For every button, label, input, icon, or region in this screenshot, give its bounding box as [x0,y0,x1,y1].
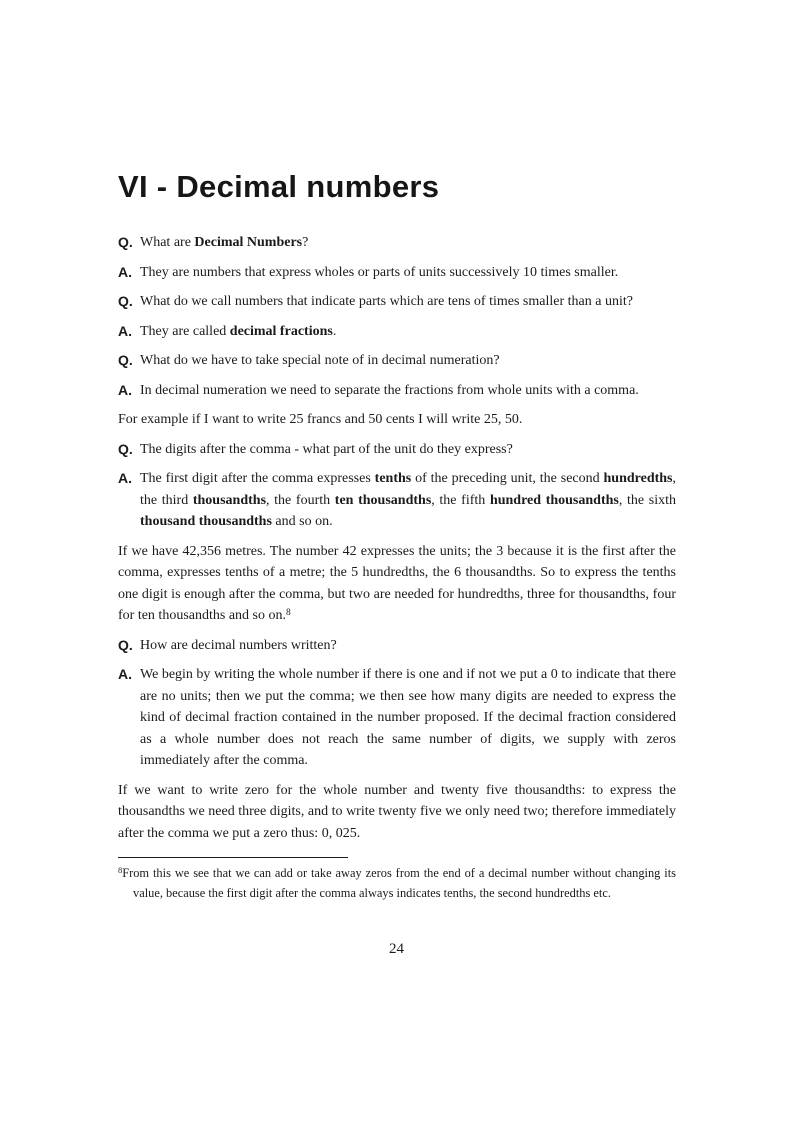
answer-marker: A. [118,263,132,280]
paragraph-text: If we want to write zero for the whole number and twenty five thousandths: to express the thousandths we need three digits, and to write twenty five we only need two; therefore immediately after the comma we put a zero thus: 0, 025. [118,782,676,841]
qa-question [118,439,676,461]
answer-marker: A. [118,381,132,398]
answer-marker: A. [118,322,132,339]
question-text: What do we call numbers that indicate parts which are tens of times smaller than a unit? [140,294,633,310]
question-text: The digits after the comma - what part of the unit do they express? [140,441,513,457]
question-marker: Q. [118,352,133,369]
question-marker: Q. [118,234,133,251]
paragraph [118,541,676,627]
qa-answer [118,321,676,343]
answer-marker: A. [118,666,132,683]
answer-text: They are numbers that express wholes or parts of units successively 10 times smaller. [140,264,619,280]
qa-answer [118,664,676,772]
qa-question [118,291,676,313]
question-text: What do we have to take special note of in decimal numeration? [140,353,500,369]
footnote-marker: 8 [118,865,123,876]
answer-text: They are called decimal fractions. [140,323,337,339]
qa-answer [118,380,676,402]
paragraph-text: If we have 42,356 metres. The number 42 expresses the units; the 3 because it is the first after the comma, expresses tenths of a metre; the 5 hundredths, the 6 thousandths. So to express the tenths one digit is enough after the comma, but two are needed for hundredths, three for thousandths, four for ten thousandths and so on.$^8$ [118,543,676,624]
page-number: 24 [389,941,404,957]
footnote-rule [118,857,348,858]
chapter-title: VI - Decimal numbers [118,169,440,204]
answer-marker: A. [118,470,132,487]
question-text: What are Decimal Numbers? [140,235,309,251]
footnote [118,857,676,903]
answer-text: In decimal numeration we need to separate the fractions from whole units with a comma. [140,382,639,398]
qa-question [118,350,676,372]
footnote-body: From this we see that we can add or take away zeros from the end of a decimal number without changing its value, because the first digit after the comma always indicates tenths, the second hundredths etc. [122,866,676,900]
paragraph [118,409,676,431]
qa-answer [118,262,676,284]
paragraph-text: For example if I want to write 25 francs and 50 cents I will write 25, 50. [118,412,523,428]
qa-question [118,635,676,657]
question-marker: Q. [118,293,133,310]
question-marker: Q. [118,440,133,457]
paragraph [118,780,676,845]
footnote-text [118,864,676,903]
answer-text: The first digit after the comma expresses tenths of the preceding unit, the second hundredths, the third thousandths, the fourth ten thousandths, the fifth hundred thousandths, the sixth thousand thousandths and so on. [140,471,677,530]
answer-text: We begin by writing the whole number if there is one and if not we put a 0 to indicate that there are no units; then we put the comma; we then see how many digits are needed to express the kind of decimal fraction contained in the number proposed. If the decimal fraction considered as a whole number does not reach the same number of digits, we supply with zeros immediately after the comma. [140,667,676,769]
question-marker: Q. [118,636,133,653]
page-content [118,170,676,903]
question-text: How are decimal numbers written? [140,637,337,653]
qa-question [118,232,676,254]
qa-answer [118,468,676,533]
